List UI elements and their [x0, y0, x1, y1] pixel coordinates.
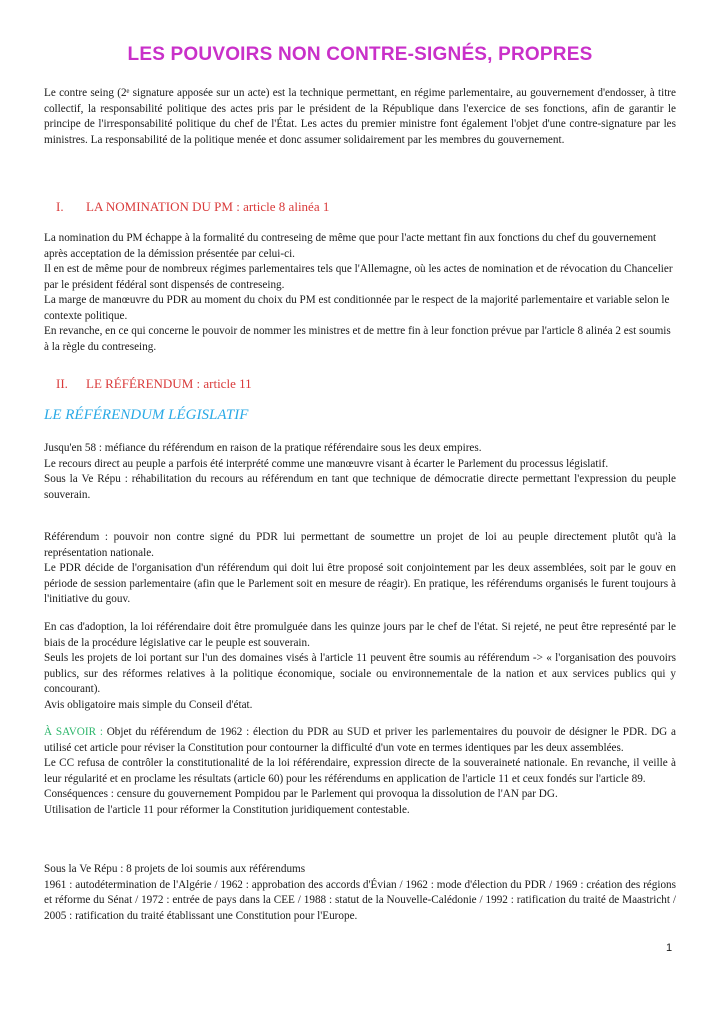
- page-number: 1: [666, 942, 673, 954]
- a-savoir-label: À SAVOIR :: [44, 726, 103, 738]
- paragraph: Le recours direct au peuple a parfois été interprété comme une manœuvre visant à écarter le Parlement du processus législatif.: [44, 457, 609, 470]
- section-2-title: LE RÉFÉRENDUM : article 11: [86, 376, 252, 391]
- a-savoir-section: [44, 725, 676, 818]
- referendum-history: [44, 441, 676, 503]
- referendum-projects: [44, 862, 676, 924]
- section-2-number: II.: [56, 376, 68, 391]
- section-2-heading: [56, 376, 252, 392]
- section-2-subheading: LE RÉFÉRENDUM LÉGISLATIF: [44, 407, 249, 423]
- paragraph: La marge de manœuvre du PDR au moment du choix du PM est conditionnée par le respect de la majorité parlementaire et variable selon le contexte politique.: [44, 294, 670, 322]
- paragraph: En cas d'adoption, la loi référendaire doit être promulguée dans les quinze jours par le chef de l'état. Si rejeté, ne peut être represénté par le biais de la procédure législative car le peuple est souverain.: [44, 621, 676, 649]
- paragraph: Référendum : pouvoir non contre signé du PDR lui permettant de soumettre un projet de loi au peuple directement plutôt qu'à la représentation nationale.: [44, 531, 676, 559]
- section-1-title: LA NOMINATION DU PM : article 8 alinéa 1: [86, 199, 330, 214]
- paragraph: Jusqu'en 58 : méfiance du référendum en raison de la pratique référendaire sous les deux empires.: [44, 442, 482, 454]
- paragraph: Seuls les projets de loi portant sur l'un des domaines visés à l'article 11 peuvent être soumis au référendum -> « l'organisation des pouvoirs publics, sur des réformes relatives à la politique économique, sociale ou environnementale de la nation et aux services publics qui y concourant).: [44, 652, 676, 695]
- section-1-heading: [56, 199, 329, 215]
- paragraph: Le PDR décide de l'organisation d'un référendum qui doit lui être proposé soit conjointement par les deux assemblées, soit par le gouv en période de session parlementaire (afin que le Parlement soit en mesure de réagir). En pratique, les référendums organisés le furent toujours à l'initiative du gouv.: [44, 562, 676, 605]
- paragraph: Avis obligatoire mais simple du Conseil d'état.: [44, 698, 253, 711]
- a-savoir-paragraph: [44, 725, 676, 756]
- paragraph: En revanche, en ce qui concerne le pouvoir de nommer les ministres et de mettre fin à leur fonction prévue par l'article 8 alinéa 2 est soumis à la règle du contreseing.: [44, 325, 671, 353]
- paragraph: Utilisation de l'article 11 pour réformer la Constitution juridiquement contestable.: [44, 803, 410, 816]
- paragraph: Sous la Ve Répu : réhabilitation du recours au référendum en tant que technique de démocratie directe permettant l'expression du peuple souverain.: [44, 473, 676, 501]
- intro-paragraph: [44, 86, 676, 148]
- referendum-definition: [44, 530, 676, 608]
- paragraph: Conséquences : censure du gouvernement Pompidou par le Parlement qui provoqua la dissolution de l'AN par DG.: [44, 788, 558, 800]
- referendum-adoption: [44, 620, 676, 713]
- section-1-number: I.: [56, 199, 64, 214]
- page-title: LES POUVOIRS NON CONTRE-SIGNÉS, PROPRES: [127, 44, 593, 65]
- paragraph: Le CC refusa de contrôler la constitutionalité de la loi référendaire, expression directe de la souveraineté nationale. En revanche, il veille à leur régularité et en proclame les résultats (article 60) pour les référendums en application de l'article 11 et ceux fondés sur l'article 89.: [44, 757, 676, 785]
- projects-intro: Sous la Ve Répu : 8 projets de loi soumis aux référendums: [44, 863, 306, 875]
- projects-list: 1961 : autodétermination de l'Algérie / 1962 : approbation des accords d'Évian / 1962 : mode d'élection du PDR / 1969 : création des régions et réforme du Sénat / 1972 : entrée de pays dans la CEE / 1988 : statut de la Nouvelle-Calédonie / 1992 : ratification du traité de Maastricht / 2005 : ratification du traité établissant une Constitution pour l'Europe.: [44, 878, 676, 922]
- a-savoir-text: Objet du référendum de 1962 : élection du PDR au SUD et priver les parlementaires du pouvoir de désigner le PDR. DG a utilisé cet article pour réviser la Constitution pour contourner la difficulté d'un vote en termes identiques par les deux assemblées.: [44, 726, 676, 754]
- paragraph: La nomination du PM échappe à la formalité du contreseing de même que pour l'acte mettant fin aux fonctions du chef du gouvernement après acceptation de la démission présentée par celui-ci.: [44, 232, 657, 260]
- paragraph: Il en est de même pour de nombreux régimes parlementaires tels que l'Allemagne, où les actes de nomination et de révocation du Chancelier par le président fédéral sont dispensés de contreseing.: [44, 263, 673, 291]
- intro-text: Le contre seing (2ᵉ signature apposée sur un acte) est la technique permettant, en régime parlementaire, au gouvernement d'endosser, à titre collectif, la responsabilité politique des actes pris par le président de la République dans l'exercice de ses fonctions, afin de garantir le principe de l'irresponsabilité politique du chef de l'État. Les actes du premier ministre font également l'objet d'une contre-signature par les ministres. La responsabilité de la politique menée et donc assumer solidairement par les membres du gouvernement.: [44, 87, 676, 146]
- section-1-body: [44, 231, 676, 355]
